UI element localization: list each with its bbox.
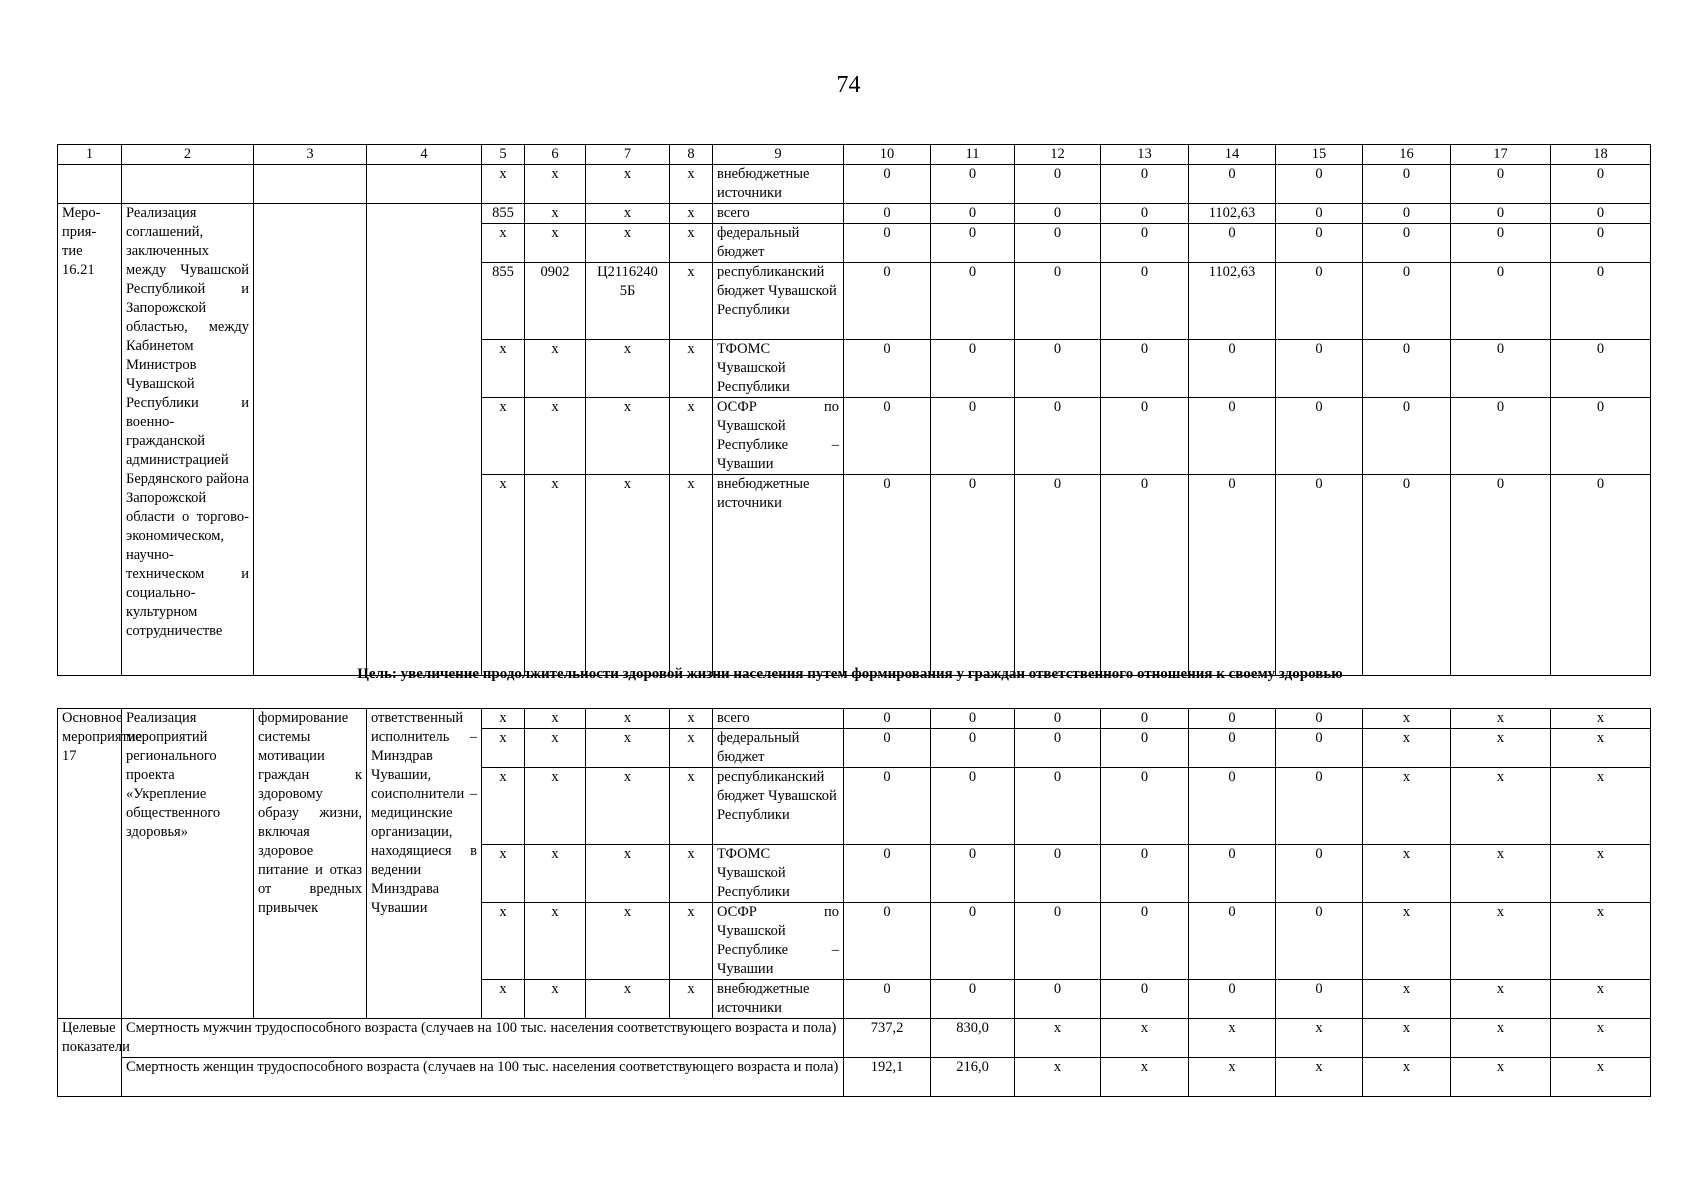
value-cell: 0	[1551, 204, 1651, 224]
header-cell: 9	[713, 145, 844, 165]
header-cell: 17	[1451, 145, 1551, 165]
value-cell: 0	[931, 729, 1015, 768]
code-cell: x	[482, 729, 525, 768]
value-cell: 0	[844, 224, 931, 263]
value-cell: x	[1363, 768, 1451, 845]
header-cell: 2	[122, 145, 254, 165]
value-cell: 0	[1276, 263, 1363, 340]
code-cell: x	[482, 845, 525, 903]
value-cell: x	[1551, 709, 1651, 729]
table-row	[58, 709, 1651, 729]
value-cell: 0	[1189, 340, 1276, 398]
value-cell: x	[1451, 980, 1551, 1019]
value-cell: x	[1451, 903, 1551, 980]
code-cell: x	[670, 204, 713, 224]
code-cell: x	[586, 729, 670, 768]
value-cell: 0	[931, 768, 1015, 845]
code-cell: x	[525, 165, 586, 204]
value-cell: 0	[1015, 340, 1101, 398]
measure-label-line: тие	[62, 243, 83, 259]
source-cell: ТФОМС Чувашской Республики	[713, 340, 844, 398]
value-cell: 1102,63	[1189, 263, 1276, 340]
value-cell: 0	[1363, 398, 1451, 475]
code-cell: x	[586, 204, 670, 224]
value-cell: x	[1363, 845, 1451, 903]
value-cell: 0	[1101, 165, 1189, 204]
code-cell: x	[525, 729, 586, 768]
measure-label-line: Меро-	[62, 205, 101, 221]
target-row	[58, 1058, 1651, 1097]
code-cell: x	[525, 709, 586, 729]
code-cell: 855	[482, 204, 525, 224]
value-cell: 0	[1363, 204, 1451, 224]
value-cell: 0	[1189, 709, 1276, 729]
budget-table-bottom	[57, 708, 1651, 1097]
header-cell: 8	[670, 145, 713, 165]
code-cell: x	[586, 709, 670, 729]
value-cell: 0	[1276, 204, 1363, 224]
header-cell: 5	[482, 145, 525, 165]
value-cell: 0	[1015, 165, 1101, 204]
code-cell: x	[670, 980, 713, 1019]
value-cell: 0	[844, 729, 931, 768]
value-cell: x	[1451, 845, 1551, 903]
value-cell: 0	[1101, 475, 1189, 676]
value-cell: 0	[1189, 768, 1276, 845]
code-cell: x	[482, 475, 525, 676]
value-cell: 0	[1015, 709, 1101, 729]
code-cell: x	[525, 475, 586, 676]
value-cell: 0	[1551, 398, 1651, 475]
value-cell: x	[1015, 1058, 1101, 1097]
code-cell: x	[482, 165, 525, 204]
value-cell: 0	[1101, 729, 1189, 768]
header-cell: 14	[1189, 145, 1276, 165]
value-cell: 0	[931, 263, 1015, 340]
target-text: Смертность женщин трудоспособного возраста (случаев на 100 тыс. населения соответствующего возраста и пола)	[122, 1058, 844, 1097]
value-cell: x	[1451, 709, 1551, 729]
code-cell: x	[586, 398, 670, 475]
goal-heading: Цель: увеличение продолжительности здоровой жизни населения путем формирования у граждан ответственного отношения к своему здоровью	[357, 666, 1343, 682]
code-cell: 855	[482, 263, 525, 340]
code-cell: x	[586, 980, 670, 1019]
value-cell: 0	[1276, 475, 1363, 676]
value-cell: 0	[1189, 729, 1276, 768]
value-cell: 0	[931, 475, 1015, 676]
value-cell: x	[1015, 1019, 1101, 1058]
value-cell: 0	[931, 204, 1015, 224]
code-cell: x	[482, 903, 525, 980]
value-cell: 0	[1276, 903, 1363, 980]
value-cell: 0	[844, 709, 931, 729]
empty-cell	[254, 165, 367, 204]
code-cell: Ц2116240 5Б	[586, 263, 670, 340]
value-cell: 192,1	[844, 1058, 931, 1097]
value-cell: x	[1451, 768, 1551, 845]
code-cell: x	[586, 224, 670, 263]
value-cell: 0	[931, 903, 1015, 980]
header-cell: 12	[1015, 145, 1101, 165]
source-cell: ОСФР по Чувашской Республике – Чувашии	[713, 903, 844, 980]
value-cell: 0	[1015, 980, 1101, 1019]
value-cell: 0	[1015, 729, 1101, 768]
code-cell: x	[525, 398, 586, 475]
source-cell: ОСФР по Чувашской Республике – Чувашии	[713, 398, 844, 475]
value-cell: x	[1551, 980, 1651, 1019]
header-cell: 4	[367, 145, 482, 165]
source-cell: федеральный бюджет	[713, 224, 844, 263]
value-cell: 0	[1363, 263, 1451, 340]
table-row	[58, 165, 1651, 204]
header-cell: 16	[1363, 145, 1451, 165]
source-cell: всего	[713, 709, 844, 729]
code-cell: x	[525, 204, 586, 224]
value-cell: 0	[1276, 729, 1363, 768]
header-cell: 15	[1276, 145, 1363, 165]
value-cell: 0	[1189, 398, 1276, 475]
code-cell: x	[670, 263, 713, 340]
code-cell: x	[586, 845, 670, 903]
value-cell: 0	[1189, 224, 1276, 263]
empty-cell	[367, 204, 482, 676]
target-text: Смертность мужчин трудоспособного возраста (случаев на 100 тыс. населения соответствующего возраста и пола)	[122, 1019, 844, 1058]
value-cell: x	[1363, 903, 1451, 980]
value-cell: x	[1363, 729, 1451, 768]
code-cell: x	[586, 768, 670, 845]
measure-label-line: прия-	[62, 224, 97, 240]
code-cell: x	[525, 980, 586, 1019]
value-cell: 0	[1276, 398, 1363, 475]
code-cell: x	[670, 845, 713, 903]
value-cell: 0	[844, 768, 931, 845]
value-cell: 0	[844, 398, 931, 475]
value-cell: 0	[844, 165, 931, 204]
value-cell: 0	[1451, 165, 1551, 204]
value-cell: x	[1551, 845, 1651, 903]
value-cell: x	[1551, 1058, 1651, 1097]
value-cell: 0	[1189, 980, 1276, 1019]
value-cell: 0	[844, 263, 931, 340]
header-row	[58, 145, 1651, 165]
code-cell: x	[586, 165, 670, 204]
value-cell: x	[1451, 729, 1551, 768]
empty-cell	[254, 204, 367, 676]
value-cell: 0	[1276, 165, 1363, 204]
value-cell: 0	[1015, 768, 1101, 845]
value-cell: x	[1189, 1019, 1276, 1058]
value-cell: x	[1451, 1019, 1551, 1058]
measure-label	[58, 204, 122, 676]
source-cell: федеральный бюджет	[713, 729, 844, 768]
value-cell: 0	[1551, 224, 1651, 263]
value-cell: 0	[1101, 398, 1189, 475]
value-cell: 0	[1015, 475, 1101, 676]
value-cell: 0	[1189, 903, 1276, 980]
code-cell: x	[525, 903, 586, 980]
value-cell: 0	[931, 845, 1015, 903]
value-cell: 0	[1276, 980, 1363, 1019]
value-cell: 0	[1363, 224, 1451, 263]
value-cell: 0	[1276, 224, 1363, 263]
target-row	[58, 1019, 1651, 1058]
value-cell: 0	[1101, 224, 1189, 263]
value-cell: 0	[1363, 165, 1451, 204]
value-cell: 0	[1551, 475, 1651, 676]
header-cell: 1	[58, 145, 122, 165]
value-cell: x	[1101, 1058, 1189, 1097]
code-cell: x	[482, 340, 525, 398]
value-cell: 0	[1551, 340, 1651, 398]
value-cell: 0	[931, 340, 1015, 398]
value-cell: x	[1189, 1058, 1276, 1097]
main-measure-description: Реализация мероприятий регионального проекта «Укрепление общественного здоровья»	[122, 709, 254, 1019]
value-cell: 0	[1276, 709, 1363, 729]
code-cell: x	[525, 340, 586, 398]
value-cell: x	[1363, 709, 1451, 729]
value-cell: 0	[1276, 845, 1363, 903]
code-cell: x	[670, 903, 713, 980]
value-cell: 0	[1451, 204, 1551, 224]
measure-description: Реализация соглашений, заключенных между Чувашской Республикой и Запорожской областью, между Кабинетом Министров Чувашской Республики и военно-гражданской администрацией Бердянского района Запорожской области о торгово-экономическом, научно-техническом и социально-культурном сотрудничестве	[122, 204, 254, 676]
code-cell: 0902	[525, 263, 586, 340]
source-cell: ТФОМС Чувашской Республики	[713, 845, 844, 903]
value-cell: 0	[931, 165, 1015, 204]
value-cell: 0	[1189, 165, 1276, 204]
value-cell: x	[1276, 1058, 1363, 1097]
value-cell: 0	[931, 980, 1015, 1019]
header-cell: 18	[1551, 145, 1651, 165]
value-cell: 0	[1551, 263, 1651, 340]
value-cell: 0	[1015, 903, 1101, 980]
value-cell: 0	[1276, 340, 1363, 398]
value-cell: 830,0	[931, 1019, 1015, 1058]
value-cell: 0	[1101, 709, 1189, 729]
code-cell: x	[670, 475, 713, 676]
value-cell: 0	[1189, 845, 1276, 903]
code-cell: x	[670, 340, 713, 398]
value-cell: 0	[1101, 204, 1189, 224]
source-cell: республиканский бюджет Чувашской Республики	[713, 263, 844, 340]
value-cell: 0	[1101, 340, 1189, 398]
empty-cell	[58, 165, 122, 204]
code-cell: x	[482, 768, 525, 845]
empty-cell	[367, 165, 482, 204]
value-cell: 0	[1015, 398, 1101, 475]
value-cell: 0	[844, 903, 931, 980]
table-row	[58, 204, 1651, 224]
header-cell: 7	[586, 145, 670, 165]
code-cell: x	[586, 340, 670, 398]
value-cell: 0	[844, 475, 931, 676]
value-cell: x	[1363, 980, 1451, 1019]
value-cell: x	[1551, 768, 1651, 845]
empty-cell	[122, 165, 254, 204]
value-cell: 0	[931, 398, 1015, 475]
value-cell: 0	[931, 224, 1015, 263]
header-cell: 11	[931, 145, 1015, 165]
code-cell: x	[525, 224, 586, 263]
value-cell: 0	[1551, 165, 1651, 204]
value-cell: 0	[1101, 845, 1189, 903]
code-cell: x	[670, 398, 713, 475]
value-cell: x	[1276, 1019, 1363, 1058]
value-cell: 0	[1101, 263, 1189, 340]
code-cell: x	[670, 709, 713, 729]
code-cell: x	[670, 768, 713, 845]
value-cell: 0	[1451, 224, 1551, 263]
value-cell: 0	[1101, 980, 1189, 1019]
code-cell: x	[482, 709, 525, 729]
targets-label: Целевые показатели	[58, 1019, 122, 1097]
value-cell: x	[1551, 729, 1651, 768]
value-cell: x	[1551, 1019, 1651, 1058]
header-cell: 10	[844, 145, 931, 165]
value-cell: x	[1363, 1058, 1451, 1097]
value-cell: 0	[1015, 845, 1101, 903]
measure-label-line: 16.21	[62, 262, 95, 278]
value-cell: 0	[1189, 475, 1276, 676]
source-cell: внебюджетные источники	[713, 980, 844, 1019]
code-cell: x	[525, 768, 586, 845]
value-cell: 0	[1276, 768, 1363, 845]
source-cell: всего	[713, 204, 844, 224]
value-cell: 0	[931, 709, 1015, 729]
value-cell: 0	[844, 845, 931, 903]
code-cell: x	[525, 845, 586, 903]
source-cell: республиканский бюджет Чувашской Республики	[713, 768, 844, 845]
value-cell: 0	[1015, 263, 1101, 340]
value-cell: 0	[1451, 475, 1551, 676]
value-cell: 0	[1015, 204, 1101, 224]
value-cell: 0	[1101, 903, 1189, 980]
code-cell: x	[670, 165, 713, 204]
value-cell: 1102,63	[1189, 204, 1276, 224]
value-cell: 0	[1451, 398, 1551, 475]
code-cell: x	[670, 729, 713, 768]
main-measure-result: формирование системы мотивации граждан к здоровому образу жизни, включая здоровое питание и отказ от вредных привычек	[254, 709, 367, 1019]
header-cell: 6	[525, 145, 586, 165]
value-cell: x	[1451, 1058, 1551, 1097]
value-cell: 0	[844, 980, 931, 1019]
code-cell: x	[482, 980, 525, 1019]
code-cell: x	[482, 224, 525, 263]
value-cell: 0	[1451, 263, 1551, 340]
page-number: 74	[836, 72, 861, 98]
value-cell: x	[1363, 1019, 1451, 1058]
main-measure-label: Основное мероприятие 17	[58, 709, 122, 1019]
header-cell: 13	[1101, 145, 1189, 165]
value-cell: x	[1101, 1019, 1189, 1058]
source-cell: внебюджетные источники	[713, 475, 844, 676]
source-cell: внебюджетные источники	[713, 165, 844, 204]
budget-table-top	[57, 144, 1651, 676]
value-cell: 0	[1101, 768, 1189, 845]
value-cell: 0	[1451, 340, 1551, 398]
main-measure-executors: ответственный исполнитель – Минздрав Чувашии, соисполнители – медицинские организации, находящиеся в ведении Минздрава Чувашии	[367, 709, 482, 1019]
code-cell: x	[670, 224, 713, 263]
value-cell: 737,2	[844, 1019, 931, 1058]
value-cell: 0	[1363, 475, 1451, 676]
code-cell: x	[586, 903, 670, 980]
value-cell: 216,0	[931, 1058, 1015, 1097]
header-cell: 3	[254, 145, 367, 165]
value-cell: 0	[1015, 224, 1101, 263]
code-cell: x	[482, 398, 525, 475]
code-cell: x	[586, 475, 670, 676]
value-cell: 0	[1363, 340, 1451, 398]
value-cell: 0	[844, 340, 931, 398]
value-cell: x	[1551, 903, 1651, 980]
value-cell: 0	[844, 204, 931, 224]
